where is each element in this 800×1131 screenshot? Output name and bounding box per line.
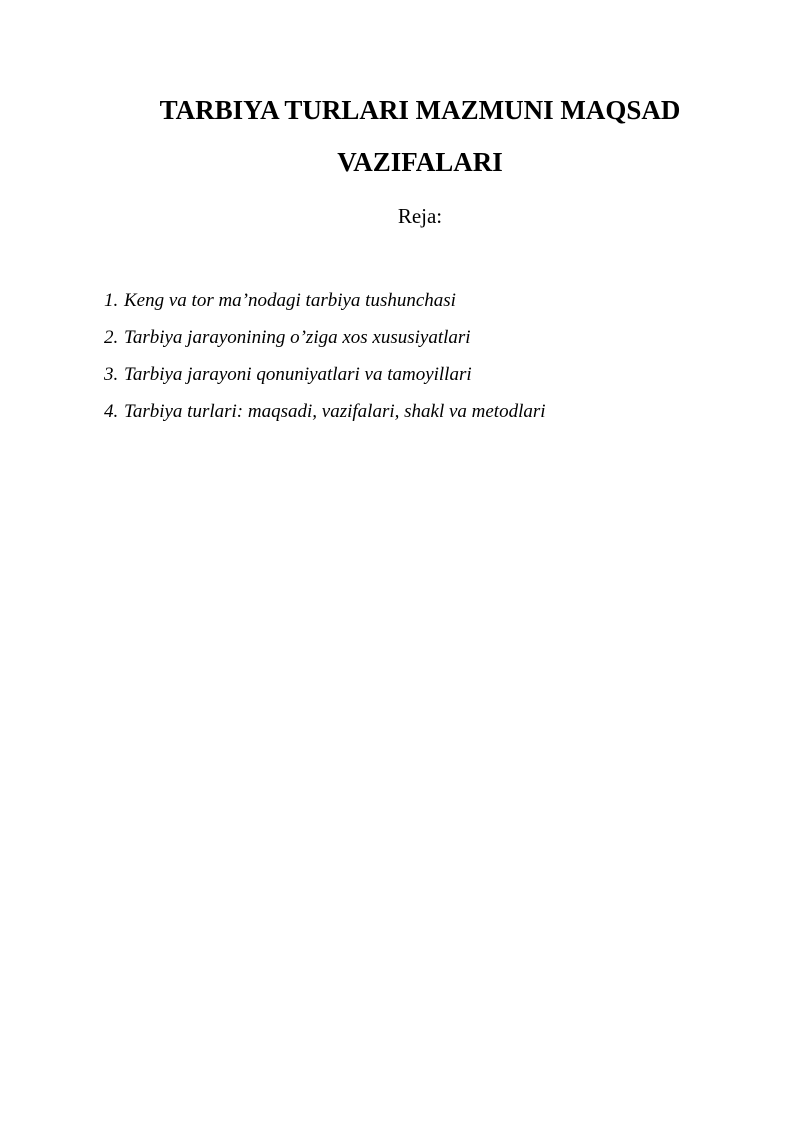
document-title-line-2: VAZIFALARI	[337, 147, 503, 177]
plan-item-number: 4.	[104, 401, 119, 422]
plan-item-number: 1.	[104, 290, 119, 311]
plan-item	[104, 282, 546, 319]
plan-item-text: Tarbiya jarayoni qonuniyatlari va tamoyillari	[124, 364, 472, 385]
plan-item-text: Tarbiya jarayonining o’ziga xos xususiyatlari	[124, 327, 471, 348]
plan-item-number: 2.	[104, 327, 119, 348]
document-title-line-1: TARBIYA TURLARI MAZMUNI MAQSAD	[159, 95, 681, 125]
title-block	[100, 84, 740, 234]
plan-item-text: Keng va tor ma’nodagi tarbiya tushunchasi	[124, 290, 456, 311]
plan-item-text: Tarbiya turlari: maqsadi, vazifalari, shakl va metodlari	[124, 401, 546, 422]
plan-item	[104, 319, 546, 356]
plan-list	[104, 282, 546, 430]
plan-item	[104, 356, 546, 393]
plan-heading: Reja:	[397, 204, 443, 228]
plan-item	[104, 393, 546, 430]
plan-item-number: 3.	[104, 364, 119, 385]
